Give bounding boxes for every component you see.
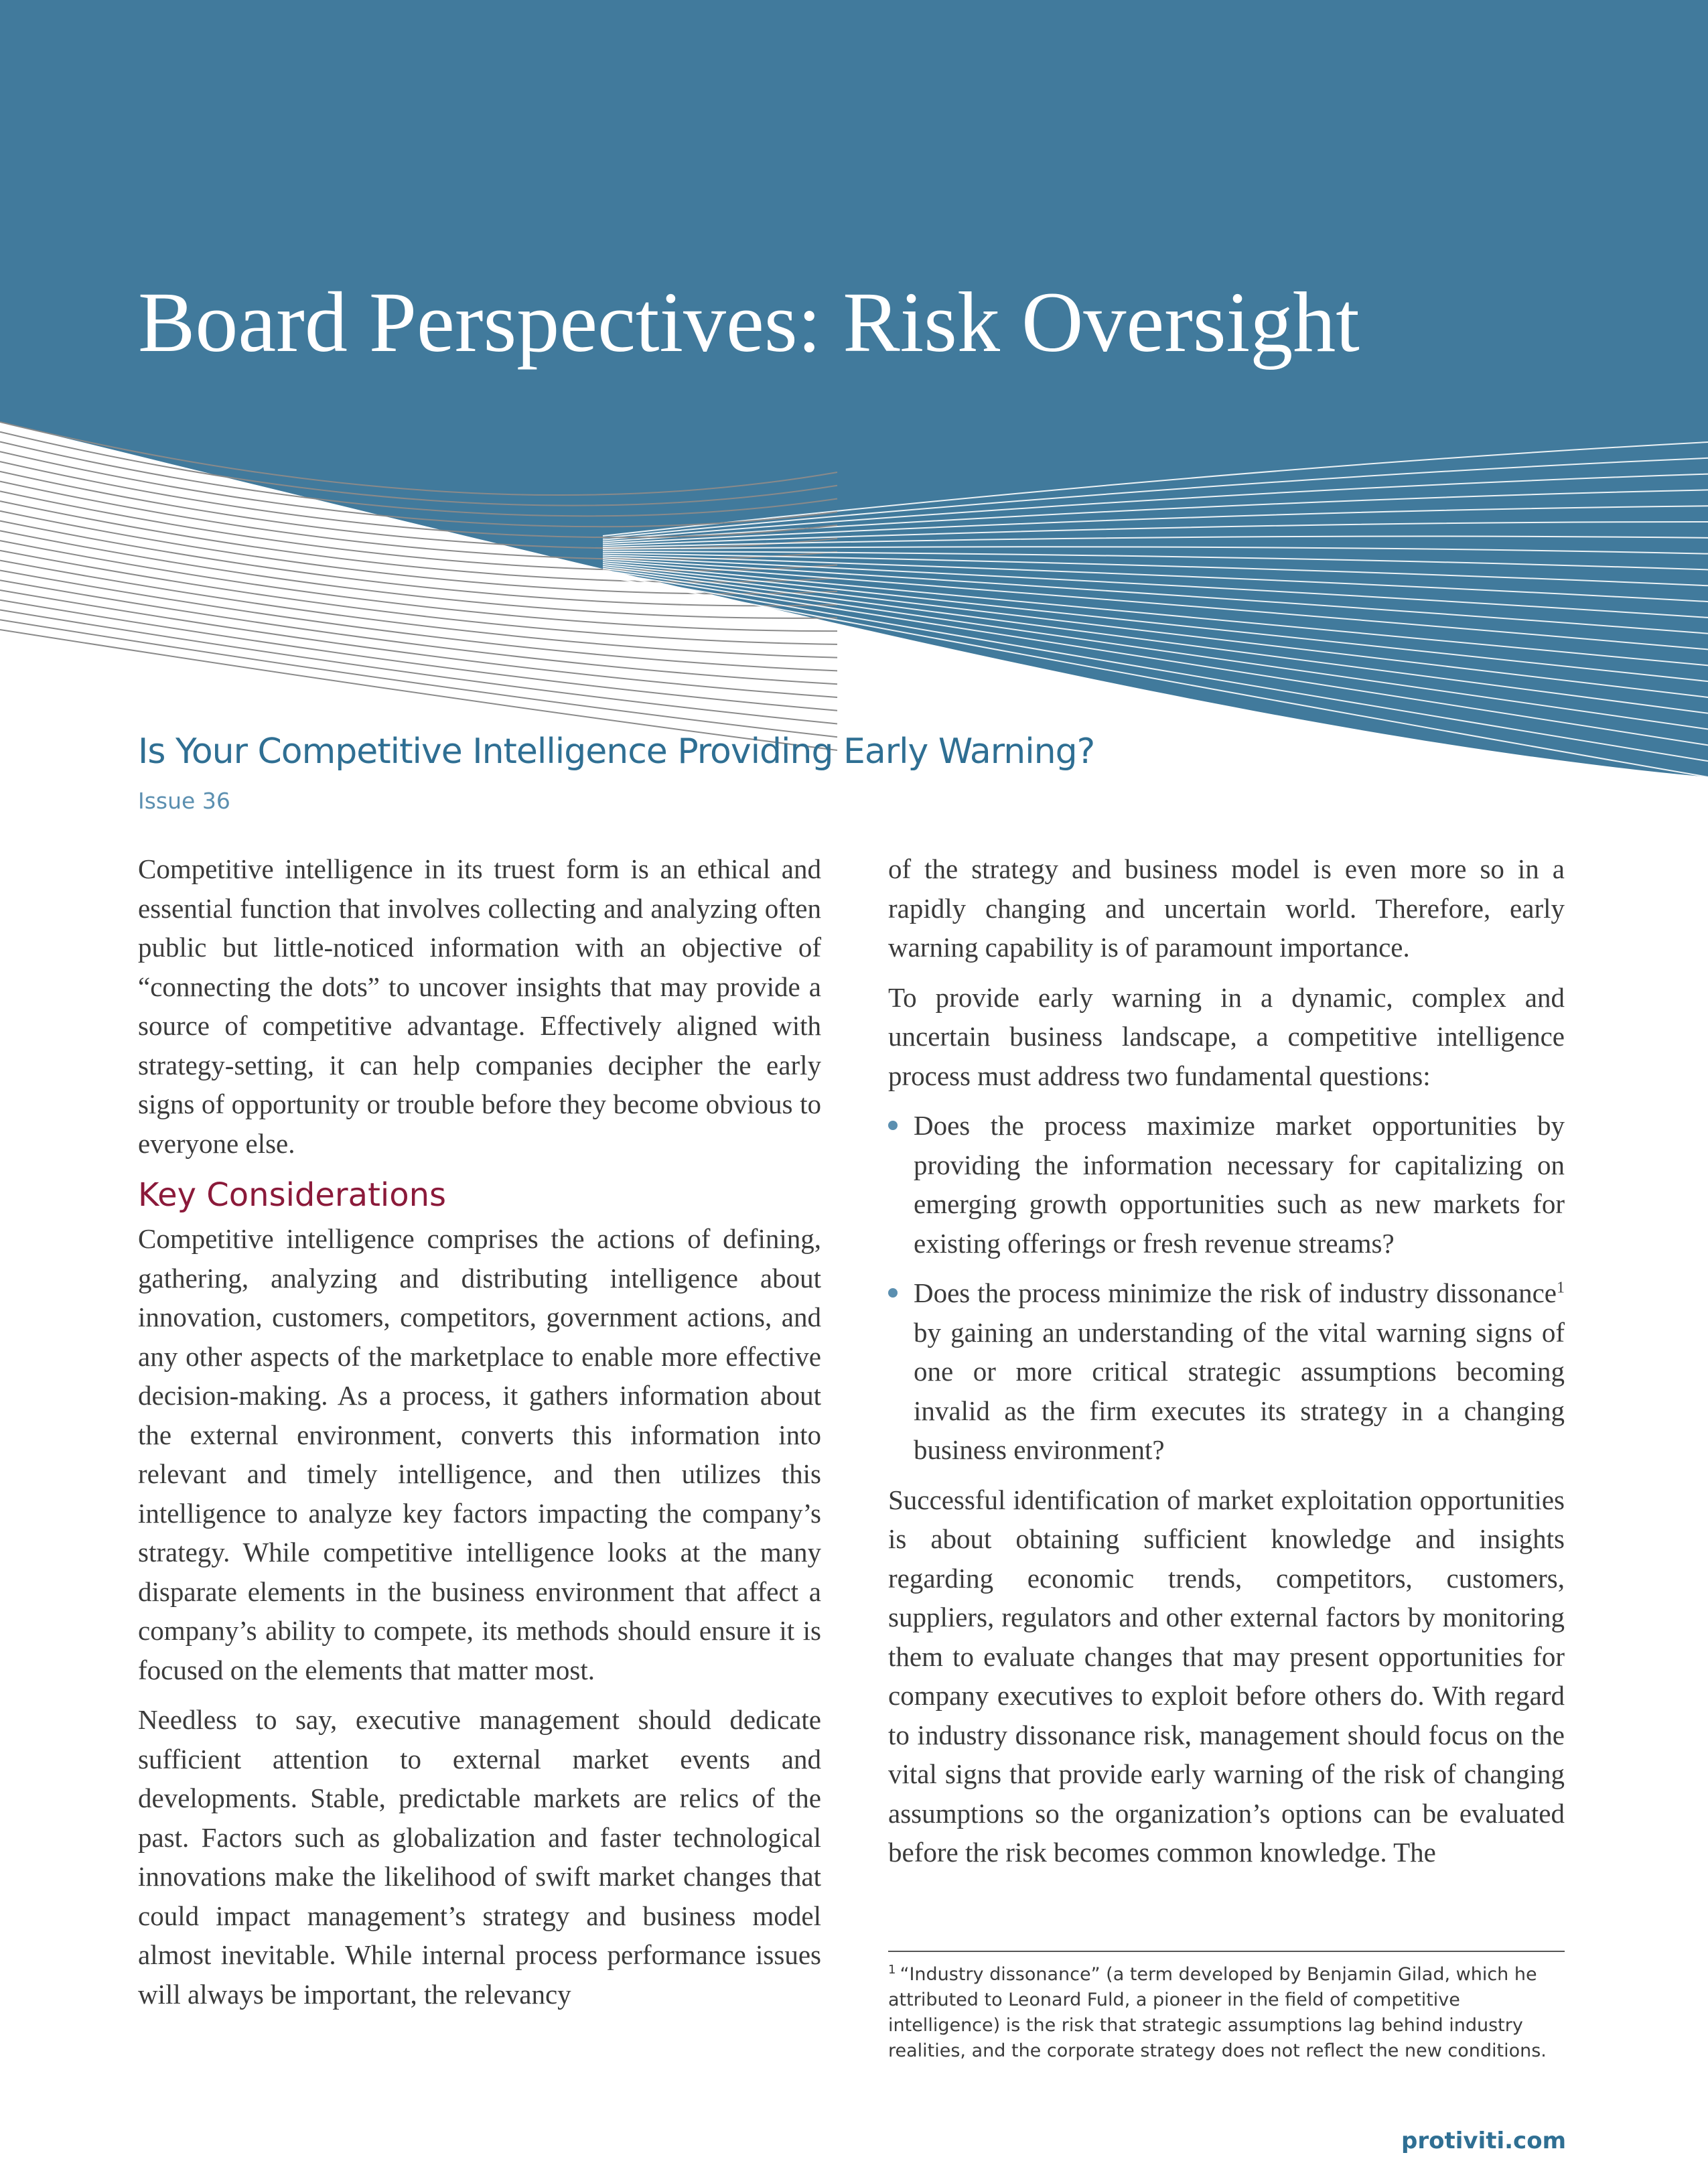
- footer-website-link[interactable]: protiviti.com: [1401, 2128, 1566, 2154]
- left-column: [138, 849, 821, 2024]
- right-column: [888, 849, 1565, 1883]
- header-banner: [0, 0, 1708, 790]
- bullet-dot-icon: [888, 1288, 898, 1298]
- list-item-text: Does the process minimize the risk of industry dissonance: [914, 1277, 1557, 1308]
- footnote: [888, 1957, 1558, 2064]
- page-title: Board Perspectives: Risk Oversight: [138, 275, 1360, 370]
- footnote-text: “Industry dissonance” (a term developed by Benjamin Gilad, which he attributed to Leonard Fuld, a pioneer in the field of competitive intelligence) is the risk that strategic assumptions lag behind industry realities, and the corporate strategy does not reflect the new conditions.: [888, 1964, 1547, 2061]
- section-heading-key-considerations: Key Considerations: [138, 1176, 447, 1214]
- footnote-number: 1: [888, 1963, 896, 1977]
- grey-wave-line: [0, 620, 837, 737]
- list-item: [888, 1273, 1565, 1470]
- issue-number: Issue 36: [138, 788, 230, 814]
- bullet-dot-icon: [888, 1121, 898, 1130]
- body-paragraph: Competitive intelligence comprises the actions of defining, gathering, analyzing and distributing intelligence about innovation, customers, competitors, government actions, and any other aspects of the marketplace to enable more effective decision-making. As a process, it gathers information about the external environment, converts this information into relevant and timely intelligence, and then utilizes this intelligence to analyze key factors impacting the company’s strategy. While competitive intelligence looks at the many disparate elements in the business environment that affect a company’s ability to compete, its methods should ensure it is focused on the elements that matter most.: [138, 1223, 821, 1685]
- header-blue-shape: [0, 0, 1708, 777]
- article-subtitle: Is Your Competitive Intelligence Providing Early Warning?: [138, 732, 1095, 772]
- body-paragraph: Needless to say, executive management should dedicate sufficient attention to external market events and developments. Stable, predictable markets are relics of the past. Factors such as globalization and faster technological innovations make the likelihood of swift market changes that could impact management’s strategy and business model almost inevitable. While internal process performance issues will always be important, the relevancy: [138, 1704, 821, 2010]
- body-paragraph: of the strategy and business model is even more so in a rapidly changing and uncertain world. Therefore, early warning capability is of paramount importance.: [888, 853, 1565, 963]
- body-paragraph: To provide early warning in a dynamic, complex and uncertain business landscape, a competitive intelligence process must address two fundamental questions:: [888, 981, 1565, 1091]
- grey-wave-line: [0, 610, 837, 723]
- footnote-divider: [888, 1951, 1565, 1952]
- list-item-text: by gaining an understanding of the vital warning signs of one or more critical strategic assumptions becoming invalid as the firm executes its strategy in a changing business environment?: [914, 1316, 1565, 1465]
- footnote-reference[interactable]: 1: [1557, 1279, 1565, 1297]
- body-paragraph: Successful identification of market exploitation opportunities is about obtaining sufficient knowledge and insights regarding economic trends, competitors, customers, suppliers, regulators and other external factors by monitoring them to evaluate changes that may present opportunities for company executives to exploit before others do. With regard to industry dissonance risk, management should focus on the vital signs that provide early warning of the risk of changing assumptions so the organization’s options can be evaluated before the risk becomes common knowledge. The: [888, 1484, 1565, 1868]
- list-item: [888, 1106, 1565, 1263]
- list-item-text: Does the process maximize market opportunities by providing the information necessary for capitalizing on emerging growth opportunities such as new markets for existing offerings or fresh revenue streams?: [914, 1110, 1565, 1259]
- question-list: [888, 1106, 1565, 1470]
- intro-paragraph: Competitive intelligence in its truest form is an ethical and essential function that involves collecting and analyzing often public but little-noticed information with an objective of “connecting the dots” to uncover insights that may provide a source of competitive advantage. Effectively aligned with strategy-setting, it can help companies decipher the early signs of opportunity or trouble before they become obvious to everyone else.: [138, 853, 821, 1159]
